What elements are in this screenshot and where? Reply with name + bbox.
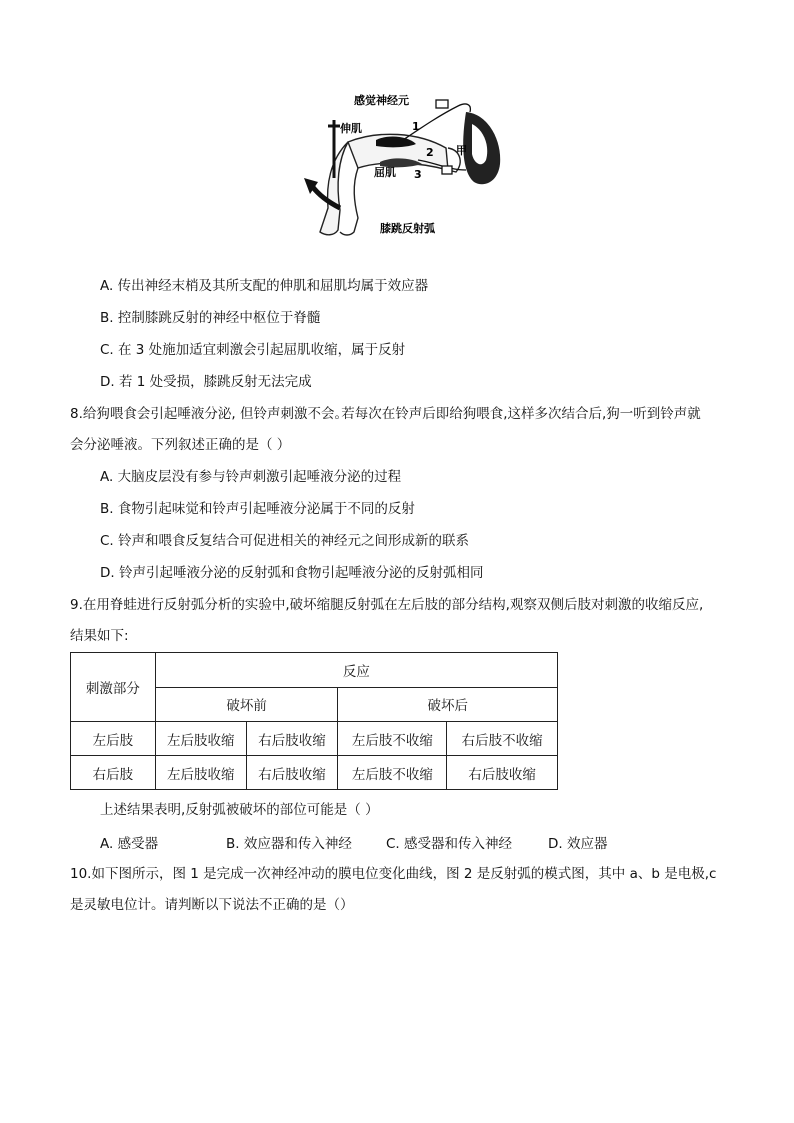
table-cell: 左后肢 [71, 722, 156, 756]
jia-label: 甲 [456, 144, 467, 157]
q9-choice-a: A. 感受器 [100, 836, 159, 852]
point-3-label: 3 [414, 168, 422, 181]
table-cell: 右后肢 [71, 756, 156, 790]
q8-option-b: B. 食物引起味觉和铃声引起唾液分泌属于不同的反射 [100, 501, 415, 517]
table-cell: 右后肢收缩 [447, 756, 558, 790]
point-2-label: 2 [426, 146, 434, 159]
q10-stem-line1: 10.如下图所示，图 1 是完成一次神经冲动的膜电位变化曲线，图 2 是反射弧的模式图，其中 a、b 是电极,c [70, 866, 717, 882]
point-1-label: 1 [412, 120, 420, 133]
q7-option-c: C. 在 3 处施加适宜刺激会引起屈肌收缩，属于反射 [100, 342, 406, 358]
q8-option-c: C. 铃声和喂食反复结合可促进相关的神经元之间形成新的联系 [100, 533, 470, 549]
q9-stem-line1: 9.在用脊蛙进行反射弧分析的实验中,破坏缩腿反射弧在左后肢的部分结构,观察双侧后肢对刺激的收缩反应, [70, 597, 704, 613]
q8-stem-line1: 8.给狗喂食会引起唾液分泌, 但铃声刺激不会｡若每次在铃声后即给狗喂食,这样多次结合后,狗一听到铃声就 [70, 406, 701, 422]
table-cell: 左后肢不收缩 [338, 756, 447, 790]
q8-option-a: A. 大脑皮层没有参与铃声刺激引起唾液分泌的过程 [100, 469, 402, 485]
sensory-neuron-label: 感觉神经元 [354, 94, 409, 107]
extensor-label: 伸肌 [340, 122, 362, 135]
leg-drawing [320, 134, 460, 235]
table-cell: 左后肢收缩 [155, 722, 246, 756]
table-cell: 左后肢不收缩 [338, 722, 447, 756]
q8-stem-line2: 会分泌唾液。下列叙述正确的是（ ） [70, 437, 291, 453]
q7-option-d: D. 若 1 处受损，膝跳反射无法完成 [100, 374, 312, 390]
table-cell: 右后肢收缩 [246, 722, 338, 756]
knee-jerk-reflex-figure [288, 90, 516, 242]
q9-choice-d: D. 效应器 [548, 836, 608, 852]
table-cell: 左后肢收缩 [155, 756, 246, 790]
q9-choice-b: B. 效应器和传入神经 [226, 836, 352, 852]
header-after: 破坏后 [338, 687, 558, 722]
q7-option-b: B. 控制膝跳反射的神经中枢位于脊髓 [100, 310, 321, 326]
table-cell: 右后肢不收缩 [447, 722, 558, 756]
header-stimulus-site: 刺激部分 [71, 653, 156, 722]
table-row [71, 756, 558, 790]
header-before: 破坏前 [155, 687, 338, 722]
q8-option-d: D. 铃声引起唾液分泌的反射弧和食物引起唾液分泌的反射弧相同 [100, 565, 484, 581]
q10-stem-line2: 是灵敏电位计。请判断以下说法不正确的是（） [70, 897, 354, 913]
q9-question: 上述结果表明,反射弧被破坏的部位可能是（ ） [100, 802, 379, 818]
figure-caption: 膝跳反射弧 [380, 222, 435, 235]
q9-choice-c: C. 感受器和传入神经 [386, 836, 513, 852]
q9-stem-line2: 结果如下: [70, 628, 129, 644]
q9-results-table [70, 652, 558, 790]
flexor-label: 屈肌 [374, 166, 396, 179]
table-row [71, 722, 558, 756]
table-cell: 右后肢收缩 [246, 756, 338, 790]
q7-option-a: A. 传出神经末梢及其所支配的伸肌和屈肌均属于效应器 [100, 278, 429, 294]
spinal-cord [463, 112, 500, 184]
header-reaction: 反应 [155, 653, 557, 688]
